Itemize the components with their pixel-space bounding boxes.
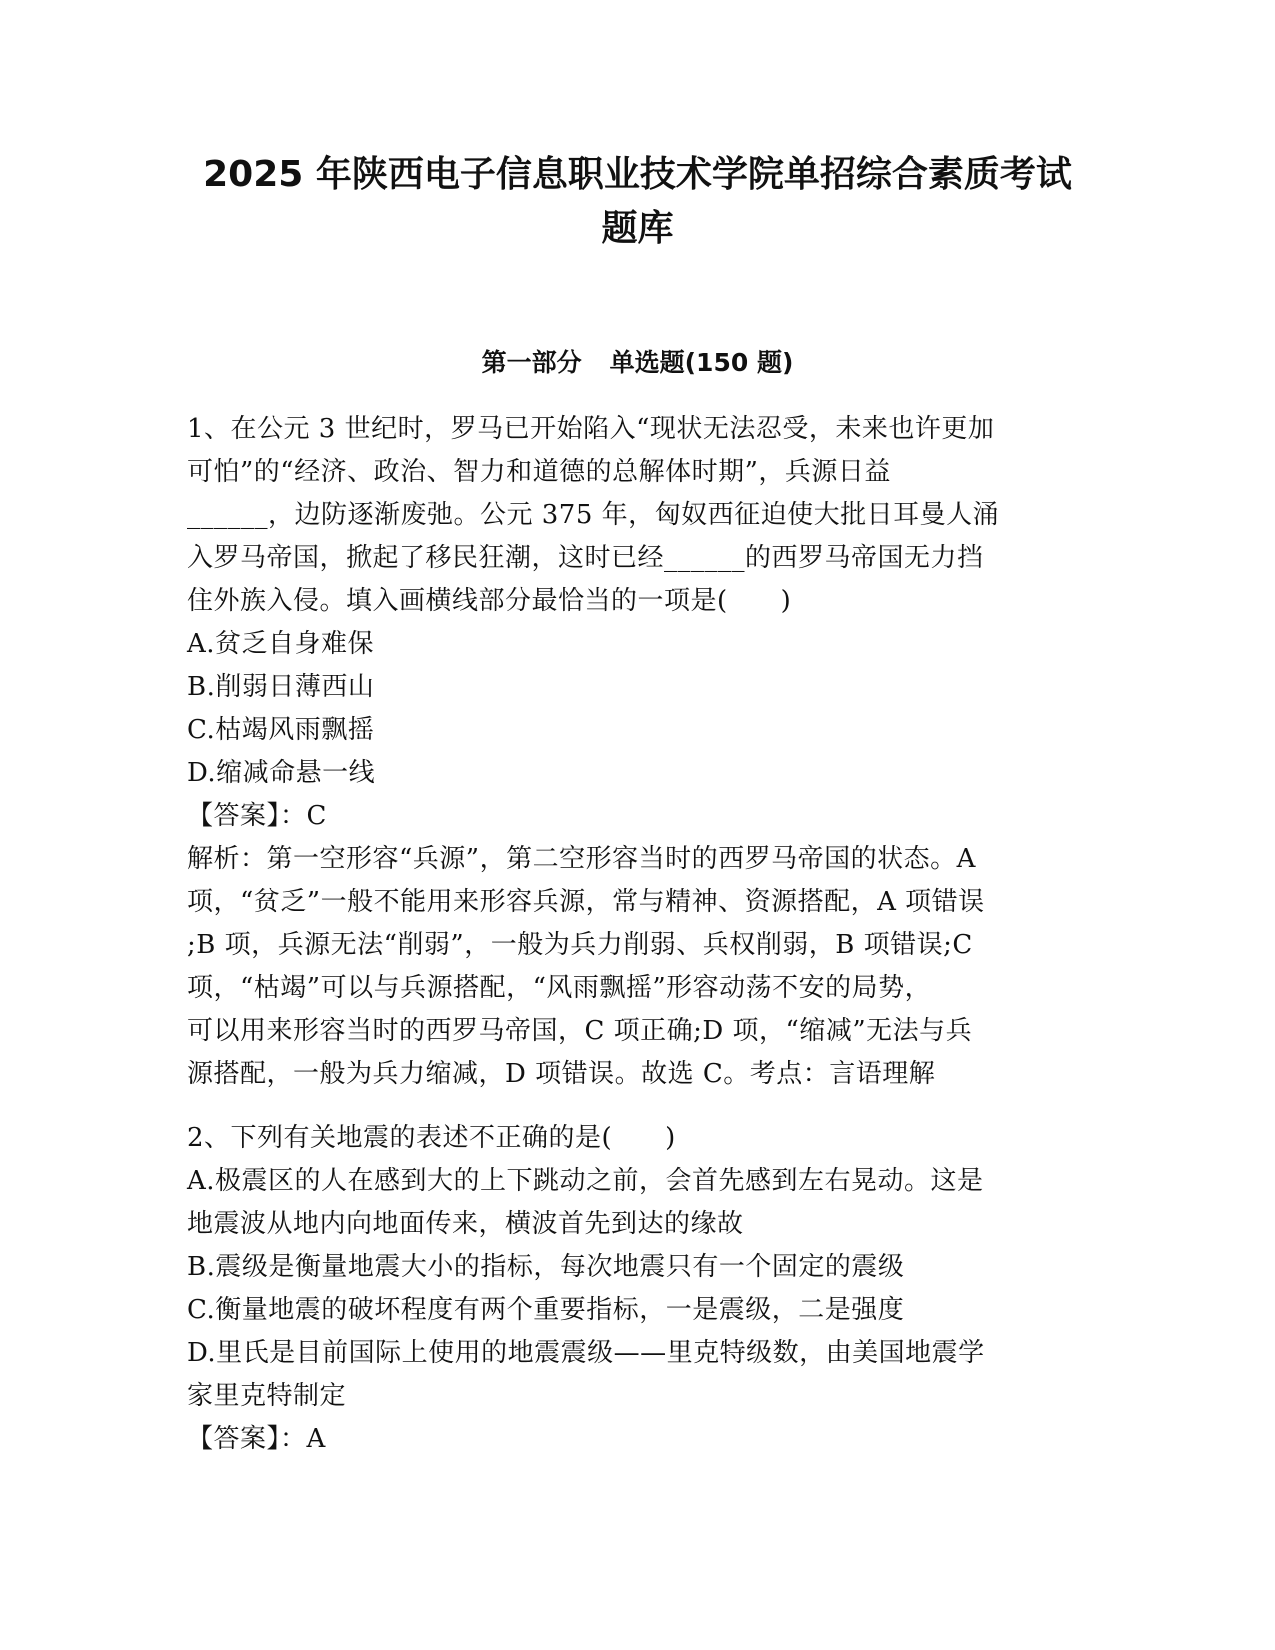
section-heading [150,345,1125,381]
document-title [150,148,1125,256]
question-list [187,408,1087,1461]
option-a: A.极震区的人在感到大的上下跳动之前，会首先感到左右晃动。这是 [187,1166,984,1196]
option-c: C.枯竭风雨飘摇 [187,715,375,745]
option-list [187,1160,1087,1418]
section-part-label: 第一部分 [481,348,582,377]
question-1 [187,408,1087,1096]
analysis-line: 项，“枯竭”可以与兵源搭配，“风雨飘摇”形容动荡不安的局势， [187,973,932,1003]
option-b: B.震级是衡量地震大小的指标，每次地震只有一个固定的震级 [187,1252,905,1282]
analysis-line: 源搭配，一般为兵力缩减，D 项错误。故选 C。考点：言语理解 [187,1059,936,1089]
title-line: 2025 年陕西电子信息职业技术学院单招综合素质考试 [203,154,1072,195]
option-a-continued: 地震波从地内向地面传来，横波首先到达的缘故 [187,1209,744,1239]
analysis-line: ;B 项，兵源无法“削弱”，一般为兵力削弱、兵权削弱，B 项错误;C [187,930,973,960]
option-d-continued: 家里克特制定 [187,1381,347,1411]
analysis-line: 解析：第一空形容“兵源”，第二空形容当时的西罗马帝国的状态。A [187,844,976,874]
answer-line: 【答案】：C [187,801,327,831]
stem-line: 可怕”的“经济、政治、智力和道德的总解体时期”，兵源日益 [187,457,891,487]
analysis-line: 可以用来形容当时的西罗马帝国，C 项正确;D 项，“缩减”无法与兵 [187,1016,973,1046]
question-2 [187,1117,1087,1461]
option-list [187,623,1087,795]
option-d: D.里氏是目前国际上使用的地震震级——里克特级数，由美国地震学 [187,1338,985,1368]
stem-line: 入罗马帝国，掀起了移民狂潮，这时已经______的西罗马帝国无力挡 [187,543,984,573]
option-a: A.贫乏自身难保 [187,629,375,659]
analysis [187,838,1087,1096]
question-stem [187,408,1087,623]
stem-line: 1、在公元 3 世纪时，罗马已开始陷入“现状无法忍受，未来也许更加 [187,414,995,444]
option-c: C.衡量地震的破坏程度有两个重要指标，一是震级，二是强度 [187,1295,905,1325]
stem-line: 住外族入侵。填入画横线部分最恰当的一项是( ) [187,586,792,616]
section-name: 单选题(150 题) [609,348,794,377]
analysis-line: 项，“贫乏”一般不能用来形容兵源，常与精神、资源搭配，A 项错误 [187,887,985,917]
stem-line: ______，边防逐渐废弛。公元 375 年，匈奴西征迫使大批日耳曼人涌 [187,500,1000,530]
stem-line: 2、下列有关地震的表述不正确的是( ) [187,1123,676,1153]
title-line: 题库 [601,208,674,249]
question-stem [187,1117,1087,1160]
option-d: D.缩减命悬一线 [187,758,376,788]
option-b: B.削弱日薄西山 [187,672,375,702]
answer-line: 【答案】：A [187,1424,326,1454]
